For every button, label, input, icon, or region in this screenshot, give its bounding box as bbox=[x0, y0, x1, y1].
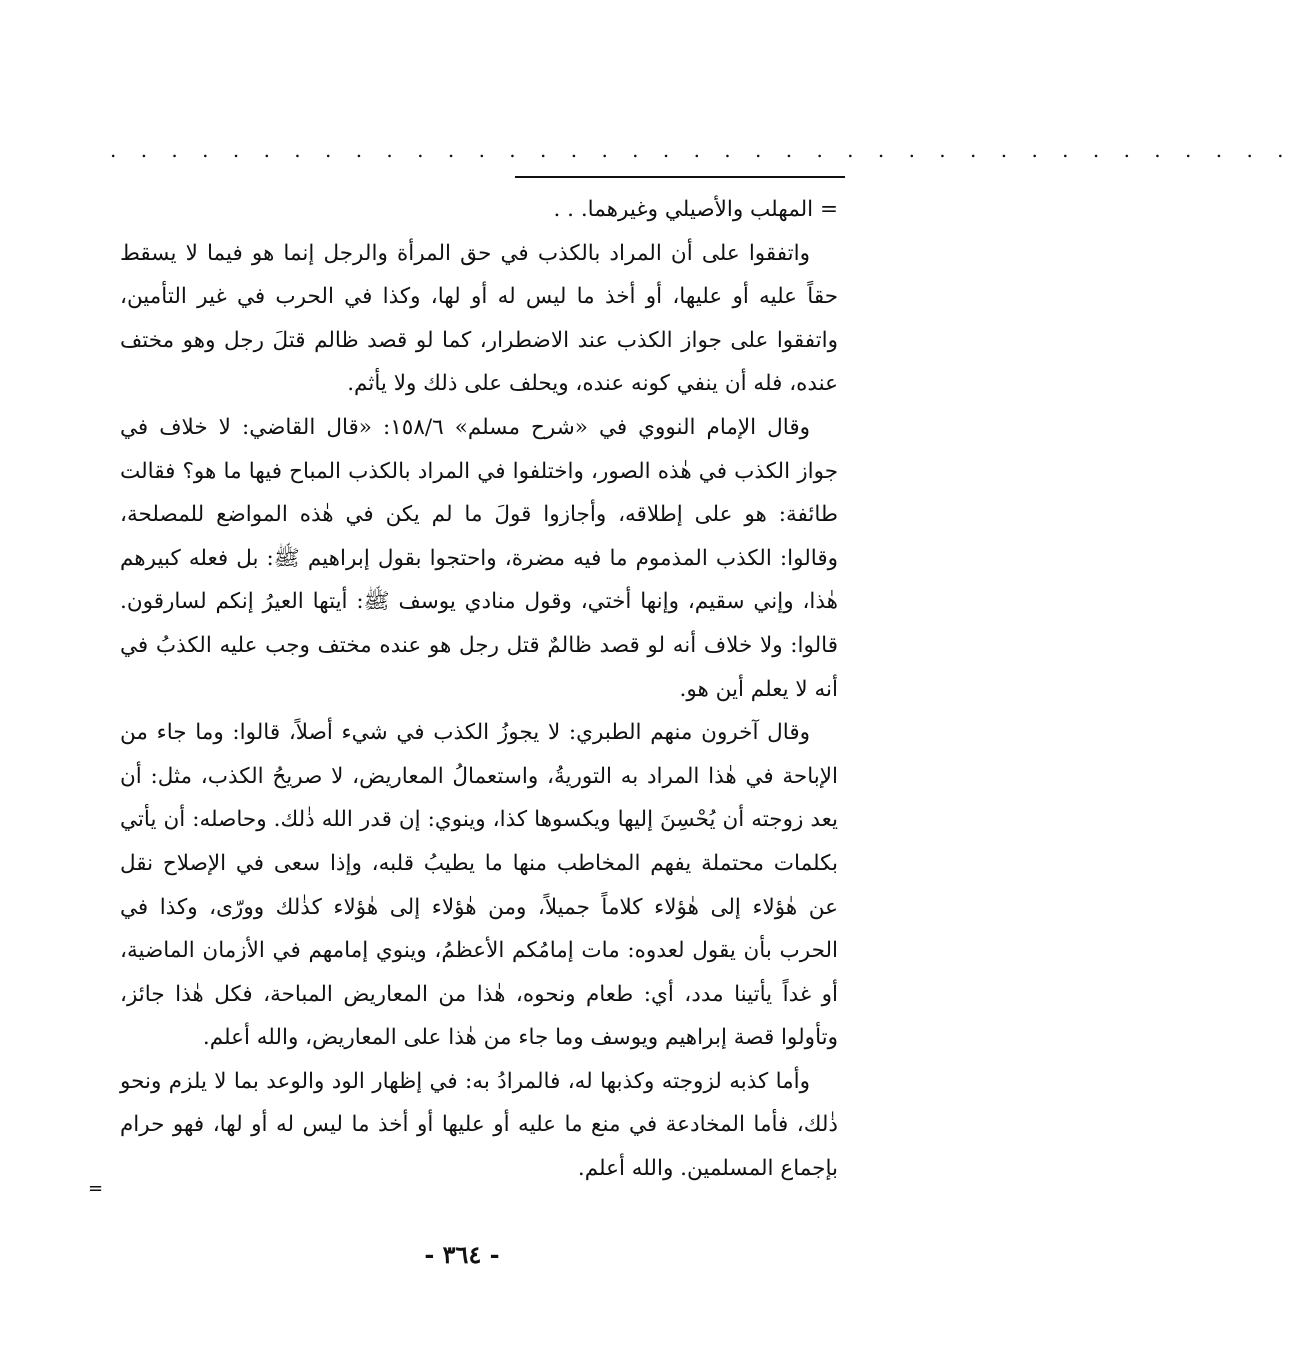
paragraph-continuation: = المهلب والأصيلي وغيرهما. . . bbox=[553, 197, 838, 222]
paragraph-tabari-view: وقال آخرون منهم الطبري: لا يجوزُ الكذب في شيء أصلاً، قالوا: وما جاء من الإباحة في هٰذا المراد به التوريةُ، واستعمالُ المعاريض، لا صريحُ الكذب، مثل: أن يعد زوجته أن يُحْسِنَ إليها ويكسوها كذا، وينوي: إن قدر الله ذٰلك. وحاصله: أن يأتي بكلمات محتملة يفهم المخاطب منها ما يطيبُ قلبه، وإذا سعى في الإصلاح نقل عن هٰؤلاء إلى هٰؤلاء كلاماً جميلاً، ومن هٰؤلاء إلى هٰؤلاء كذٰلك وورّى، وكذا في الحرب بأن يقول لعدوه: مات إمامُكم الأعظمُ، وينوي إمامهم في الأزمان الماضية، أو غداً يأتينا مدد، أي: طعام ونحوه، هٰذا من المعاريض المباحة، فكل هٰذا جائز، وتأولوا قصة إبراهيم ويوسف وما جاء من هٰذا على المعاريض، والله أعلم. bbox=[120, 720, 838, 1051]
footnote-text bbox=[120, 188, 838, 1191]
page-number: - ٣٦٤ - bbox=[424, 1240, 500, 1269]
continuation-mark: = bbox=[88, 1178, 104, 1199]
paragraph-agreement: واتفقوا على أن المراد بالكذب في حق المرأة والرجل إنما هو فيما لا يسقط حقاً عليه أو عليها، أو أخذ ما ليس له أو لها، وكذا في الحرب في غير التأمين، واتفقوا على جواز الكذب عند الاضطرار، كما لو قصد ظالم قتلَ رجل وهو مختف عنده، فله أن ينفي كونه عنده، ويحلف على ذلك ولا يأثم. bbox=[120, 240, 838, 397]
footnote-rule bbox=[515, 176, 845, 178]
paragraph-spouse-lying: وأما كذبه لزوجته وكذبها له، فالمرادُ به: في إظهار الود والوعد بما لا يلزم ونحو ذٰلك، فأما المخادعة في منع ما عليه أو عليها أو أخذ ما ليس له أو لها، فهو حرام بإجماع المسلمين. والله أعلم. bbox=[120, 1068, 838, 1182]
paragraph-nawawi-quote: وقال الإمام النووي في «شرح مسلم» ١٥٨/٦: «قال القاضي: لا خلاف في جواز الكذب في هٰذه الصور، واختلفوا في المراد بالكذب المباح فيها ما هو؟ فقالت طائفة: هو على إطلاقه، وأجازوا قولَ ما لم يكن في هٰذه المواضع للمصلحة، وقالوا: الكذب المذموم ما فيه مضرة، واحتجوا بقول إبراهيم ﷺ: بل فعله كبيرهم هٰذا، وإني سقيم، وإنها أختي، وقول منادي يوسف ﷺ: أيتها العيرُ إنكم لسارقون. قالوا: ولا خلاف أنه لو قصد ظالمٌ قتل رجل هو عنده مختف وجب عليه الكذبُ في أنه لا يعلم أين هو. bbox=[120, 414, 838, 702]
dotted-separator: . . . . . . . . . . . . . . . . . . . . . . . . . . . . . . . . . . . . . . . bbox=[110, 138, 1293, 162]
